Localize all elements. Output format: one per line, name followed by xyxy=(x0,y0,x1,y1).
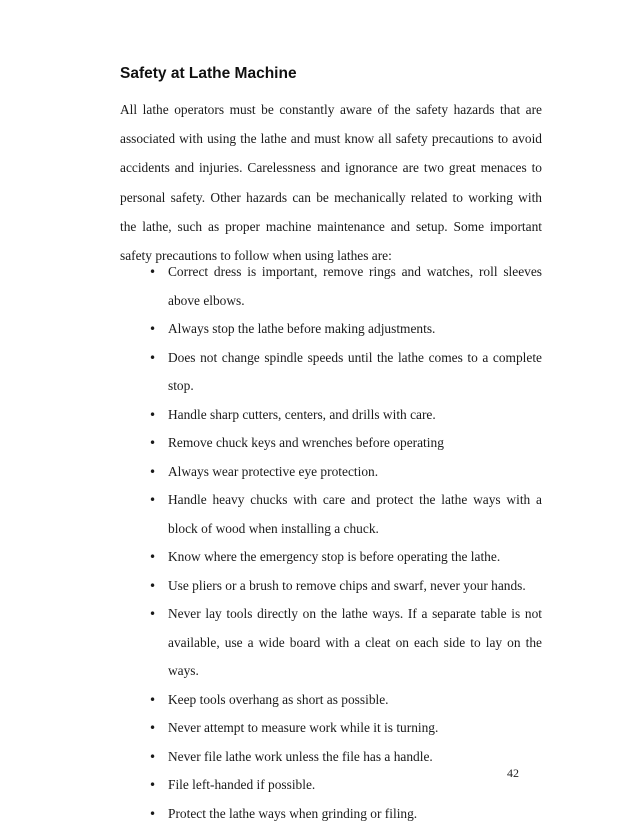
bullet-icon: • xyxy=(149,572,156,601)
list-item-text: Does not change spindle speeds until the lathe comes to a complete stop. xyxy=(168,350,542,394)
bullet-icon: • xyxy=(149,800,156,828)
list-item-text: Never attempt to measure work while it is turning. xyxy=(168,720,438,735)
list-item-text: Always stop the lathe before making adjustments. xyxy=(168,321,435,336)
list-item xyxy=(120,800,542,828)
list-item-text: Know where the emergency stop is before operating the lathe. xyxy=(168,549,500,564)
list-item-text: Correct dress is important, remove rings and watches, roll sleeves above elbows. xyxy=(168,264,542,308)
list-item-text: Protect the lathe ways when grinding or filing. xyxy=(168,806,417,821)
bullet-icon: • xyxy=(149,315,156,344)
bullet-icon: • xyxy=(149,771,156,800)
list-item-text: Keep tools overhang as short as possible. xyxy=(168,692,389,707)
list-item-text: Never file lathe work unless the file has a handle. xyxy=(168,749,433,764)
bullet-icon: • xyxy=(149,714,156,743)
list-item xyxy=(120,714,542,743)
list-item xyxy=(120,401,542,430)
page-number: 42 xyxy=(507,766,519,780)
bullet-icon: • xyxy=(149,486,156,515)
bullet-icon: • xyxy=(149,258,156,287)
list-item-text: Remove chuck keys and wrenches before operating xyxy=(168,435,444,450)
bullet-icon: • xyxy=(149,429,156,458)
list-item xyxy=(120,315,542,344)
list-item xyxy=(120,458,542,487)
bullet-icon: • xyxy=(149,458,156,487)
list-item xyxy=(120,543,542,572)
intro-paragraph: All lathe operators must be constantly aware of the safety hazards that are associated with using the lathe and must know all safety precautions to avoid accidents and injuries. Carelessness and ignorance are two great menaces to personal safety. Other hazards can be mechanically related to working with the lathe, such as proper machine maintenance and setup. Some important safety precautions to follow when using lathes are: xyxy=(120,95,542,270)
list-item xyxy=(120,344,542,401)
bullet-icon: • xyxy=(149,743,156,772)
list-item xyxy=(120,258,542,315)
bullet-icon: • xyxy=(149,600,156,629)
safety-precautions-list xyxy=(120,258,542,828)
list-item xyxy=(120,686,542,715)
bullet-icon: • xyxy=(149,344,156,373)
page-title: Safety at Lathe Machine xyxy=(120,64,540,84)
list-item xyxy=(120,486,542,543)
bullet-icon: • xyxy=(149,686,156,715)
list-item-text: Use pliers or a brush to remove chips and swarf, never your hands. xyxy=(168,578,526,593)
list-item-text: Never lay tools directly on the lathe ways. If a separate table is not available, use a wide board with a cleat on each side to lay on the ways. xyxy=(168,606,542,678)
list-item xyxy=(120,743,542,772)
list-item-text: File left-handed if possible. xyxy=(168,777,315,792)
list-item xyxy=(120,429,542,458)
bullet-icon: • xyxy=(149,401,156,430)
list-item xyxy=(120,572,542,601)
list-item xyxy=(120,771,542,800)
list-item-text: Always wear protective eye protection. xyxy=(168,464,378,479)
list-item-text: Handle heavy chucks with care and protect the lathe ways with a block of wood when installing a chuck. xyxy=(168,492,542,536)
list-item xyxy=(120,600,542,686)
list-item-text: Handle sharp cutters, centers, and drills with care. xyxy=(168,407,436,422)
bullet-icon: • xyxy=(149,543,156,572)
